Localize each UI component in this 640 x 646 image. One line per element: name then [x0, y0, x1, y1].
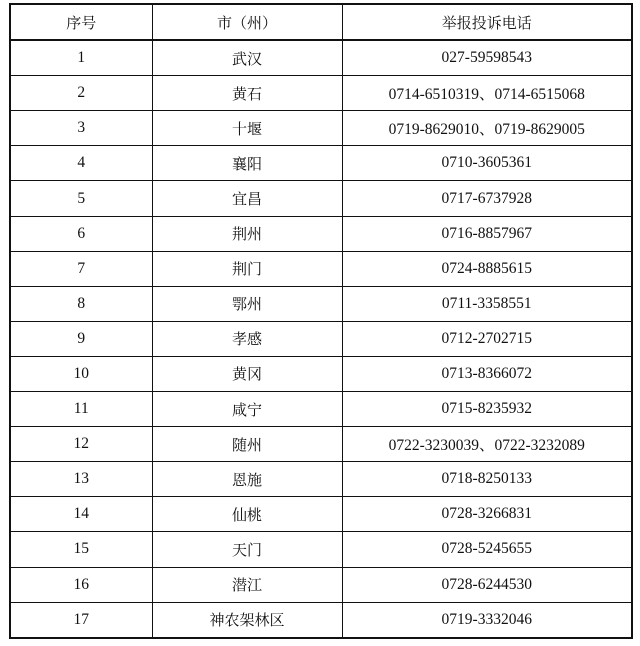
phone-cell: 0716-8857967	[342, 216, 632, 251]
serial-number-cell: 2	[10, 76, 152, 111]
city-cell: 天门	[152, 532, 342, 567]
serial-number-cell: 17	[10, 602, 152, 638]
table-row	[10, 286, 632, 321]
city-cell: 荆州	[152, 216, 342, 251]
phone-cell: 0714-6510319、0714-6515068	[342, 76, 632, 111]
phone-cell: 0715-8235932	[342, 392, 632, 427]
serial-number-cell: 15	[10, 532, 152, 567]
header-phone: 举报投诉电话	[342, 4, 632, 40]
city-cell: 孝感	[152, 321, 342, 356]
table-row	[10, 602, 632, 638]
table-row	[10, 497, 632, 532]
city-cell: 黄冈	[152, 356, 342, 391]
serial-number-cell: 11	[10, 392, 152, 427]
phone-cell: 0713-8366072	[342, 356, 632, 391]
table-row	[10, 216, 632, 251]
serial-number-cell: 7	[10, 251, 152, 286]
serial-number-cell: 8	[10, 286, 152, 321]
header-row	[10, 4, 632, 40]
city-cell: 黄石	[152, 76, 342, 111]
phone-cell: 0724-8885615	[342, 251, 632, 286]
phone-cell: 0710-3605361	[342, 146, 632, 181]
table-header	[10, 4, 632, 40]
city-cell: 荆门	[152, 251, 342, 286]
phone-cell: 0719-8629010、0719-8629005	[342, 111, 632, 146]
table-row	[10, 427, 632, 462]
phone-cell: 0718-8250133	[342, 462, 632, 497]
phone-cell: 0711-3358551	[342, 286, 632, 321]
city-cell: 随州	[152, 427, 342, 462]
phone-cell: 027-59598543	[342, 40, 632, 76]
table-body	[10, 40, 632, 638]
table-row	[10, 251, 632, 286]
header-city: 市（州）	[152, 4, 342, 40]
city-cell: 宜昌	[152, 181, 342, 216]
serial-number-cell: 4	[10, 146, 152, 181]
serial-number-cell: 1	[10, 40, 152, 76]
city-cell: 咸宁	[152, 392, 342, 427]
serial-number-cell: 5	[10, 181, 152, 216]
serial-number-cell: 3	[10, 111, 152, 146]
phone-cell: 0728-6244530	[342, 567, 632, 602]
table-row	[10, 146, 632, 181]
phone-cell: 0728-5245655	[342, 532, 632, 567]
table-row	[10, 40, 632, 76]
serial-number-cell: 6	[10, 216, 152, 251]
phone-cell: 0722-3230039、0722-3232089	[342, 427, 632, 462]
serial-number-cell: 10	[10, 356, 152, 391]
table-row	[10, 181, 632, 216]
phone-cell: 0728-3266831	[342, 497, 632, 532]
city-cell: 潜江	[152, 567, 342, 602]
serial-number-cell: 14	[10, 497, 152, 532]
city-cell: 仙桃	[152, 497, 342, 532]
city-cell: 神农架林区	[152, 602, 342, 638]
table-row	[10, 76, 632, 111]
phone-cell: 0717-6737928	[342, 181, 632, 216]
city-cell: 十堰	[152, 111, 342, 146]
phone-cell: 0719-3332046	[342, 602, 632, 638]
table-row	[10, 356, 632, 391]
serial-number-cell: 16	[10, 567, 152, 602]
hotline-table	[9, 3, 633, 639]
city-cell: 恩施	[152, 462, 342, 497]
table-row	[10, 567, 632, 602]
table-row	[10, 392, 632, 427]
table-row	[10, 321, 632, 356]
table-row	[10, 111, 632, 146]
city-cell: 襄阳	[152, 146, 342, 181]
header-serial-number: 序号	[10, 4, 152, 40]
serial-number-cell: 9	[10, 321, 152, 356]
city-cell: 鄂州	[152, 286, 342, 321]
table-row	[10, 532, 632, 567]
city-cell: 武汉	[152, 40, 342, 76]
serial-number-cell: 13	[10, 462, 152, 497]
serial-number-cell: 12	[10, 427, 152, 462]
phone-cell: 0712-2702715	[342, 321, 632, 356]
table-row	[10, 462, 632, 497]
